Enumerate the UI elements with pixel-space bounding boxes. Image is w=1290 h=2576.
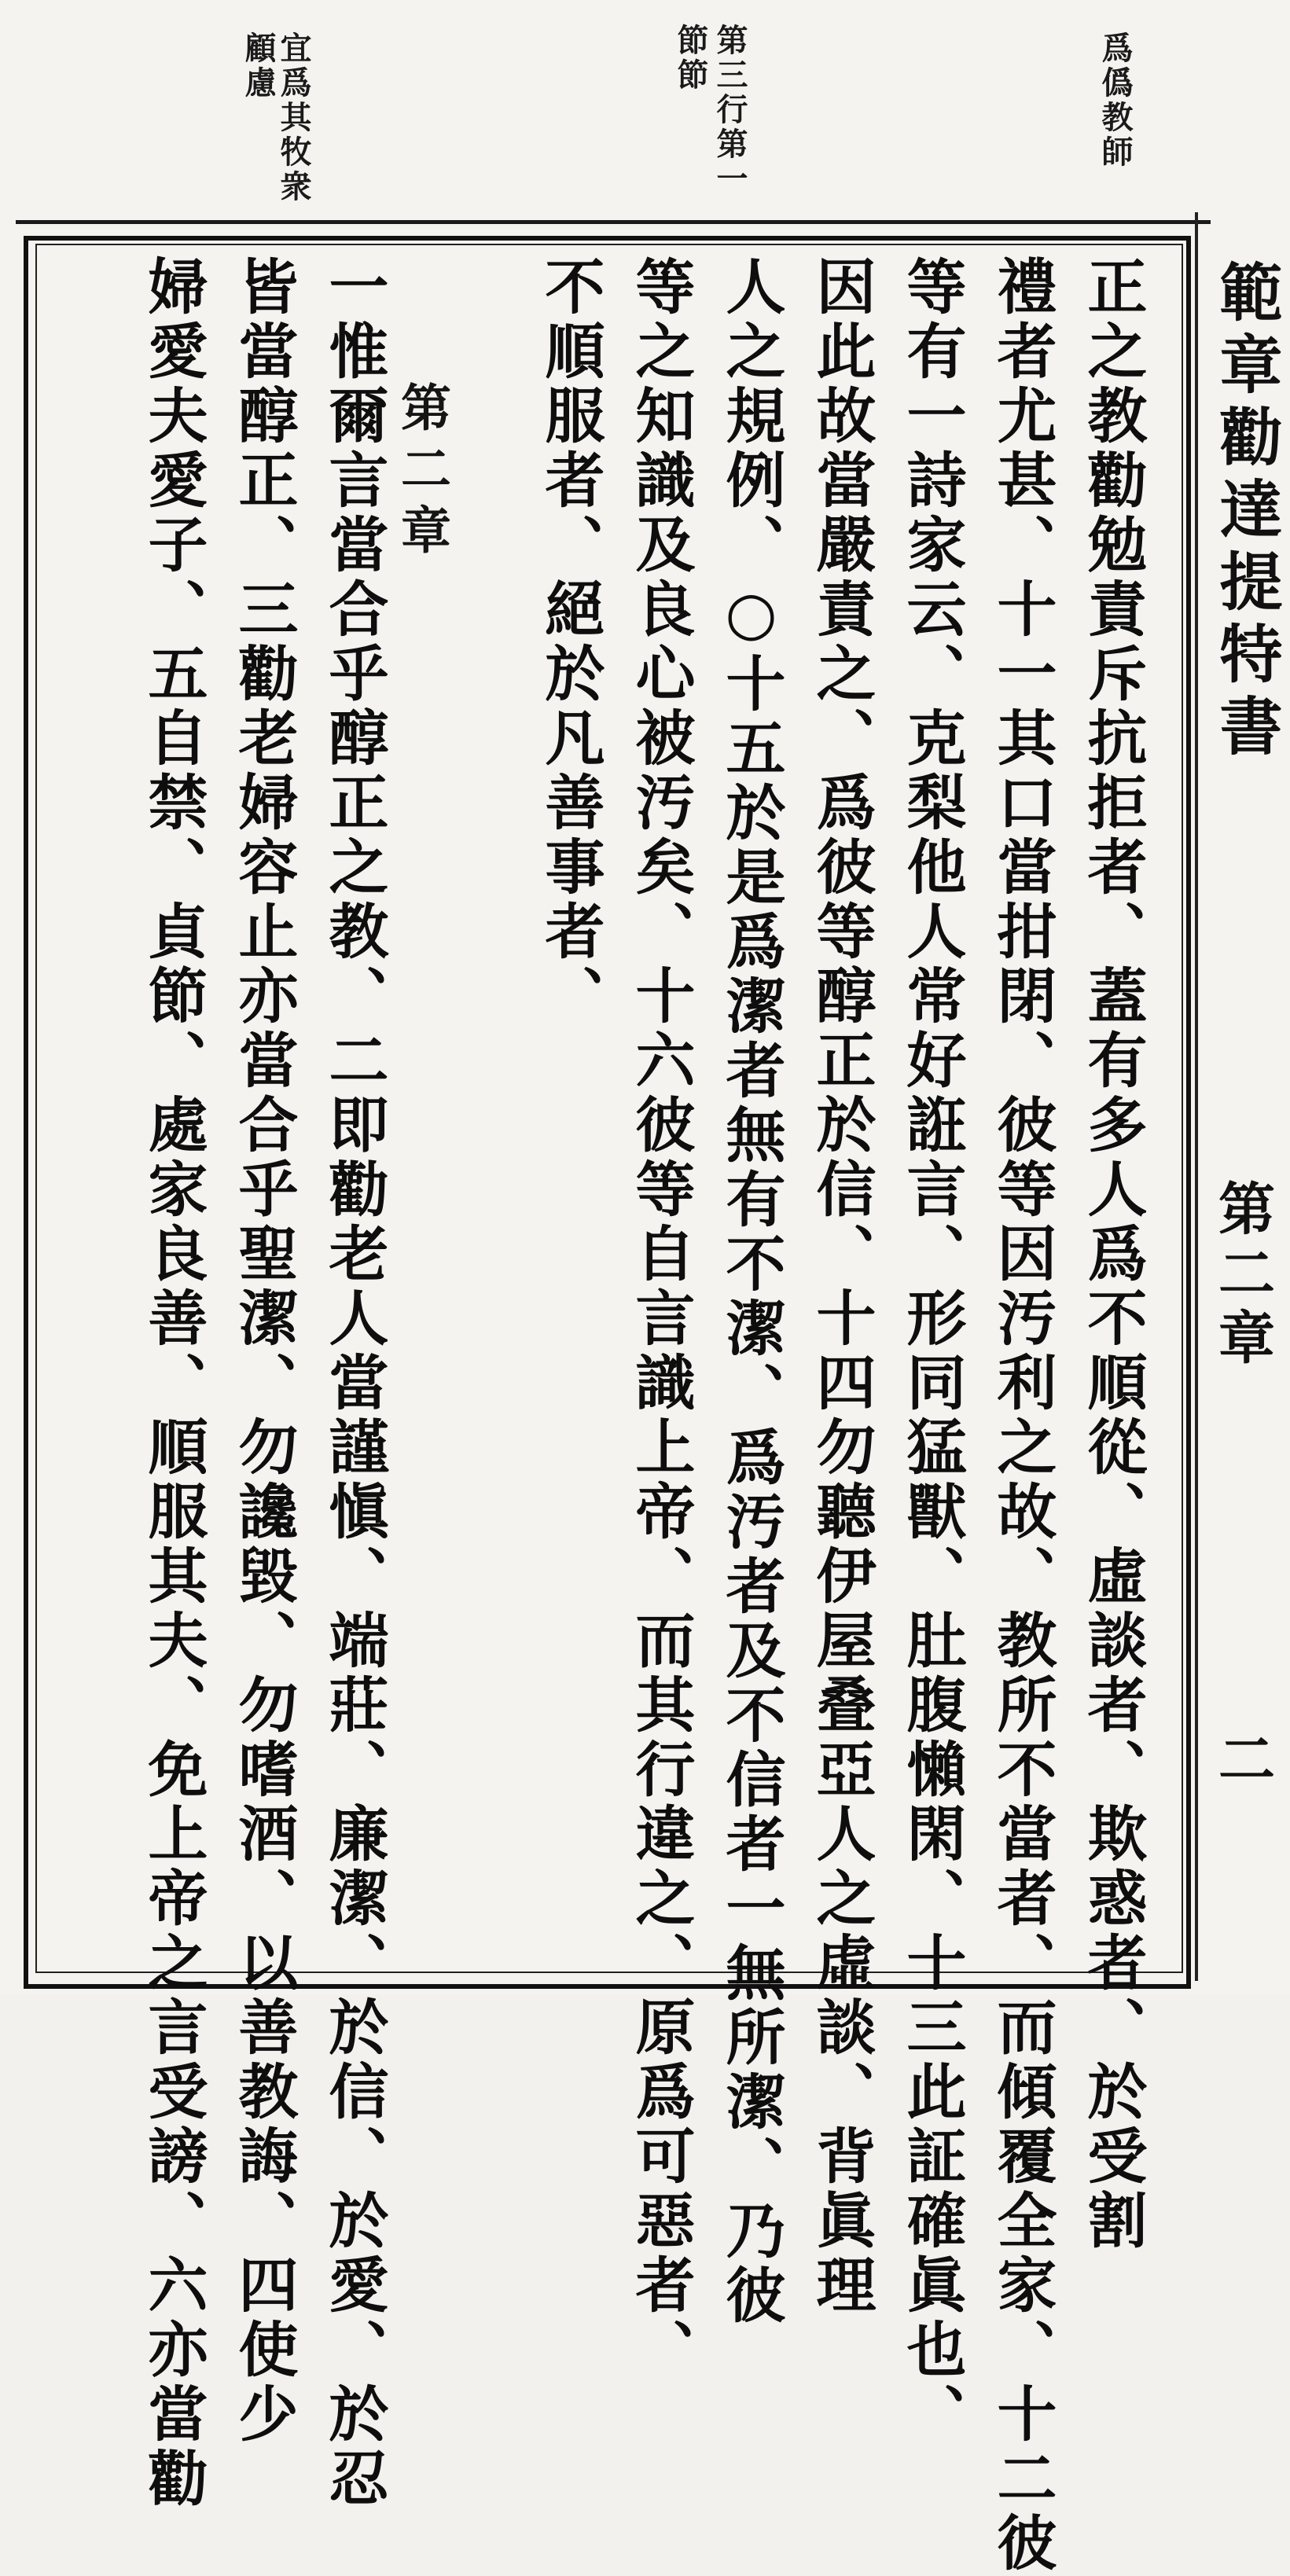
running-head-rule: [1195, 212, 1198, 1981]
running-head-chapter: 第二章: [1209, 1179, 1276, 1373]
text-column-9: 皆當醇正、三勸老婦容止亦當合乎聖潔、勿讒毀、勿嗜酒、以善教誨、四使少: [229, 255, 299, 2447]
text-column-8: 一惟爾言當合乎醇正之教、二即勸老人當謹愼、端莊、廉潔、於信、於愛、於忍: [319, 255, 389, 2512]
text-column-2: 禮者尤甚、十一其口當拑閉、彼等因汚利之故、教所不當者、而傾覆全家、十二彼: [987, 255, 1057, 2576]
text-column-6: 等之知識及良心被汚矣、十六彼等自言識上帝、而其行違之、原爲可惡者、: [626, 255, 696, 2383]
margin-note-middle-1: 第三行第一: [711, 24, 748, 197]
chapter-heading: 第二章: [392, 381, 451, 565]
running-head-title: 範章勸達提特書: [1209, 259, 1283, 766]
text-column-1: 正之教勸勉責斥抗拒者、蓋有多人爲不順從、虛談者、欺惑者、於受割: [1078, 255, 1148, 2254]
text-column-3: 等有一詩家云、克梨他人常好誑言、形同猛獸、肚腹懶閑、十三此証確眞也、: [897, 255, 967, 2447]
text-column-10: 婦愛夫愛子、五自禁、貞節、處家良善、順服其夫、免上帝之言受謗、六亦當勸: [138, 255, 208, 2512]
text-body: [55, 255, 1163, 2576]
text-column-5: 人之規例、○十五於是爲潔者無有不潔、爲汚者及不信者一無所潔、乃彼: [716, 255, 786, 2328]
top-rule: [16, 220, 1211, 224]
margin-note-left-2: 顧慮: [240, 31, 277, 101]
text-column-4: 因此故當嚴責之、爲彼等醇正於信、十四勿聽伊屋叠亞人之虛談、背眞理: [807, 255, 877, 2318]
text-column-7: 不順服者、絕於凡善事者、: [535, 255, 605, 1029]
running-head: [1201, 252, 1283, 1981]
margin-note-right: 爲僞教師: [1097, 31, 1134, 170]
margin-note-left-1: 宜爲其牧衆: [275, 31, 312, 204]
margin-note-middle-2: 節節: [672, 24, 709, 93]
page-number: 二: [1209, 1729, 1276, 1786]
